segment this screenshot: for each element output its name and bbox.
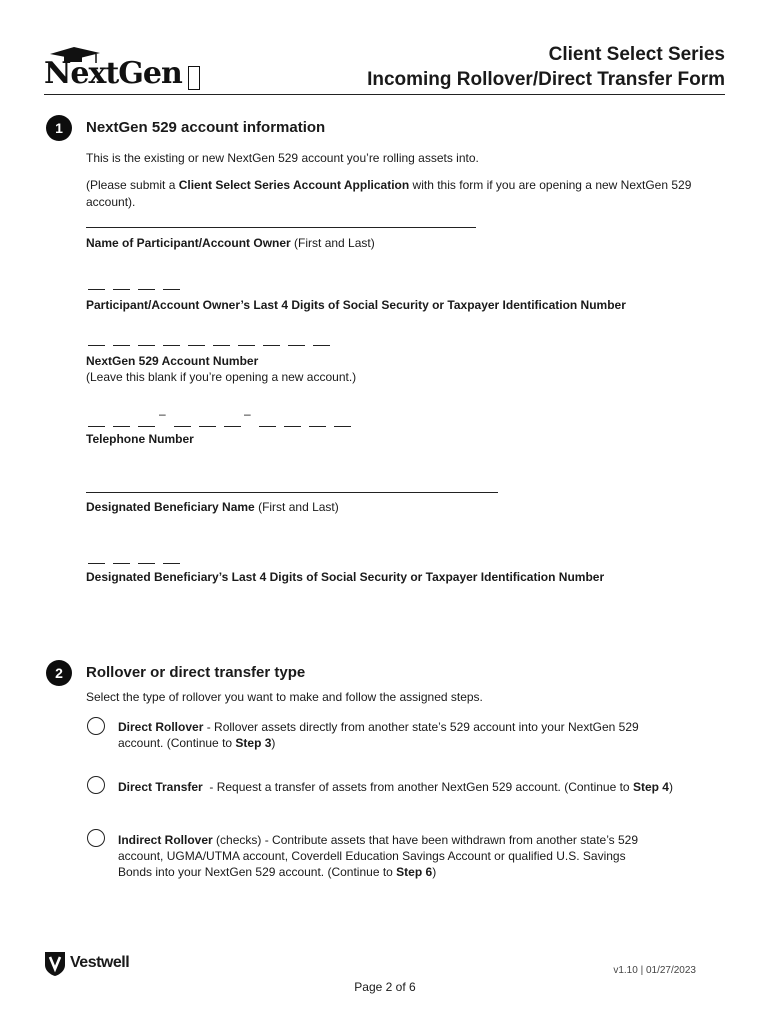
digit-box[interactable] — [138, 345, 155, 346]
direct-transfer-desc: - Request a transfer of assets from another NextGen 529 account. (Continue to — [202, 780, 633, 794]
direct-rollover-title: Direct Rollover — [118, 720, 204, 734]
form-title-name: Incoming Rollover/Direct Transfer Form — [367, 69, 725, 90]
account-number-label: NextGen 529 Account Number — [86, 354, 259, 368]
account-number-hint: (Leave this blank if you’re opening a new account.) — [86, 370, 357, 384]
indirect-rollover-close: ) — [432, 865, 437, 879]
digit-box[interactable] — [88, 426, 105, 427]
section-1-intro: This is the existing or new NextGen 529 account you’re rolling assets into. — [86, 151, 479, 165]
section-1-note — [86, 177, 726, 211]
digit-box[interactable] — [199, 426, 216, 427]
direct-rollover-radio[interactable] — [87, 717, 105, 735]
digit-box[interactable] — [163, 563, 180, 564]
digit-box[interactable] — [88, 563, 105, 564]
section-2-badge: 2 — [46, 660, 72, 686]
direct-rollover-close: ) — [271, 736, 276, 750]
telephone-label: Telephone Number — [86, 432, 194, 446]
section-2-title: Rollover or direct transfer type — [86, 664, 306, 681]
note-application-name: Client Select Series Account Application — [178, 178, 410, 192]
direct-transfer-radio[interactable] — [87, 776, 105, 794]
logo-side-box — [188, 66, 200, 90]
owner-name-label — [86, 236, 375, 250]
beneficiary-name-label-sub: (First and Last) — [254, 500, 339, 514]
owner-ssn-field[interactable] — [86, 289, 186, 290]
section-2-intro: Select the type of rollover you want to make and follow the assigned steps. — [86, 690, 483, 704]
digit-box[interactable] — [138, 289, 155, 290]
digit-box[interactable] — [113, 426, 130, 427]
note-suffix: with this form if you are opening a new NextGen 529 account). — [86, 178, 692, 209]
digit-box[interactable] — [263, 345, 280, 346]
indirect-rollover-option — [118, 832, 718, 880]
digit-box[interactable] — [188, 345, 205, 346]
digit-box[interactable] — [238, 345, 255, 346]
section-1-title: NextGen 529 account information — [86, 119, 326, 136]
version-date: v1.10 | 01/27/2023 — [613, 965, 696, 976]
direct-transfer-title: Direct Transfer — [118, 780, 203, 794]
digit-box[interactable] — [313, 345, 330, 346]
digit-box[interactable] — [113, 289, 130, 290]
indirect-rollover-continue: Bonds into your NextGen 529 account. (Continue to — [118, 865, 397, 879]
digit-box[interactable] — [138, 426, 155, 427]
header-rule — [44, 94, 725, 95]
digit-box[interactable] — [163, 289, 180, 290]
vestwell-brand-text: Vestwell — [70, 954, 130, 971]
owner-name-label-sub: (First and Last) — [290, 236, 375, 250]
indirect-rollover-line1 — [118, 832, 718, 848]
page-number: Page 2 of 6 — [354, 980, 416, 994]
direct-rollover-desc: - Rollover assets directly from another state’s 529 account into your NextGen 529 — [203, 720, 639, 734]
note-prefix: (Please submit a — [86, 178, 179, 192]
direct-rollover-line1 — [118, 719, 718, 735]
direct-transfer-step: Step 4 — [632, 780, 669, 794]
section-1-badge: 1 — [46, 115, 72, 141]
indirect-rollover-line2: account, UGMA/UTMA account, Coverdell Education Savings Account or qualified U.S. Savings — [118, 849, 626, 863]
owner-name-label-text: Name of Participant/Account Owner — [86, 236, 291, 250]
vestwell-logo — [44, 951, 144, 979]
digit-box[interactable] — [88, 345, 105, 346]
vestwell-shield-icon — [44, 951, 66, 977]
digit-box[interactable] — [224, 426, 241, 427]
direct-transfer-close: ) — [668, 780, 673, 794]
beneficiary-name-field[interactable] — [86, 492, 498, 493]
indirect-rollover-radio[interactable] — [87, 829, 105, 847]
beneficiary-name-label-text: Designated Beneficiary Name — [86, 500, 255, 514]
indirect-rollover-step: Step 6 — [396, 865, 433, 879]
direct-rollover-option — [118, 719, 718, 751]
digit-box[interactable] — [213, 345, 230, 346]
phone-separator: – — [159, 407, 166, 421]
digit-box[interactable] — [174, 426, 191, 427]
indirect-rollover-desc: (checks) - Contribute assets that have been withdrawn from another state’s 529 — [212, 833, 639, 847]
digit-box[interactable] — [113, 563, 130, 564]
digit-box[interactable] — [284, 426, 301, 427]
nextgen-logo — [44, 46, 204, 94]
digit-box[interactable] — [88, 289, 105, 290]
digit-box[interactable] — [259, 426, 276, 427]
digit-box[interactable] — [138, 563, 155, 564]
direct-rollover-line2 — [118, 735, 718, 751]
direct-transfer-option — [118, 779, 738, 795]
digit-box[interactable] — [309, 426, 326, 427]
digit-box[interactable] — [113, 345, 130, 346]
digit-box[interactable] — [334, 426, 351, 427]
indirect-rollover-line3 — [118, 864, 718, 880]
form-title-series: Client Select Series — [548, 44, 725, 65]
beneficiary-ssn-label: Designated Beneficiary’s Last 4 Digits of Social Security or Taxpayer Identification Number — [86, 570, 605, 584]
owner-ssn-label: Participant/Account Owner’s Last 4 Digits of Social Security or Taxpayer Identification Number — [86, 298, 626, 312]
beneficiary-name-label — [86, 500, 339, 514]
telephone-field[interactable] — [86, 407, 356, 427]
digit-box[interactable] — [163, 345, 180, 346]
indirect-rollover-title: Indirect Rollover — [118, 833, 213, 847]
digit-box[interactable] — [288, 345, 305, 346]
account-number-field[interactable] — [86, 345, 336, 346]
form-title — [367, 42, 725, 92]
beneficiary-ssn-field[interactable] — [86, 563, 186, 564]
logo-text: NextGen — [44, 56, 182, 91]
direct-rollover-continue: account. (Continue to — [118, 736, 236, 750]
owner-name-field[interactable] — [86, 227, 476, 228]
direct-rollover-step: Step 3 — [235, 736, 272, 750]
phone-separator: – — [244, 407, 251, 421]
